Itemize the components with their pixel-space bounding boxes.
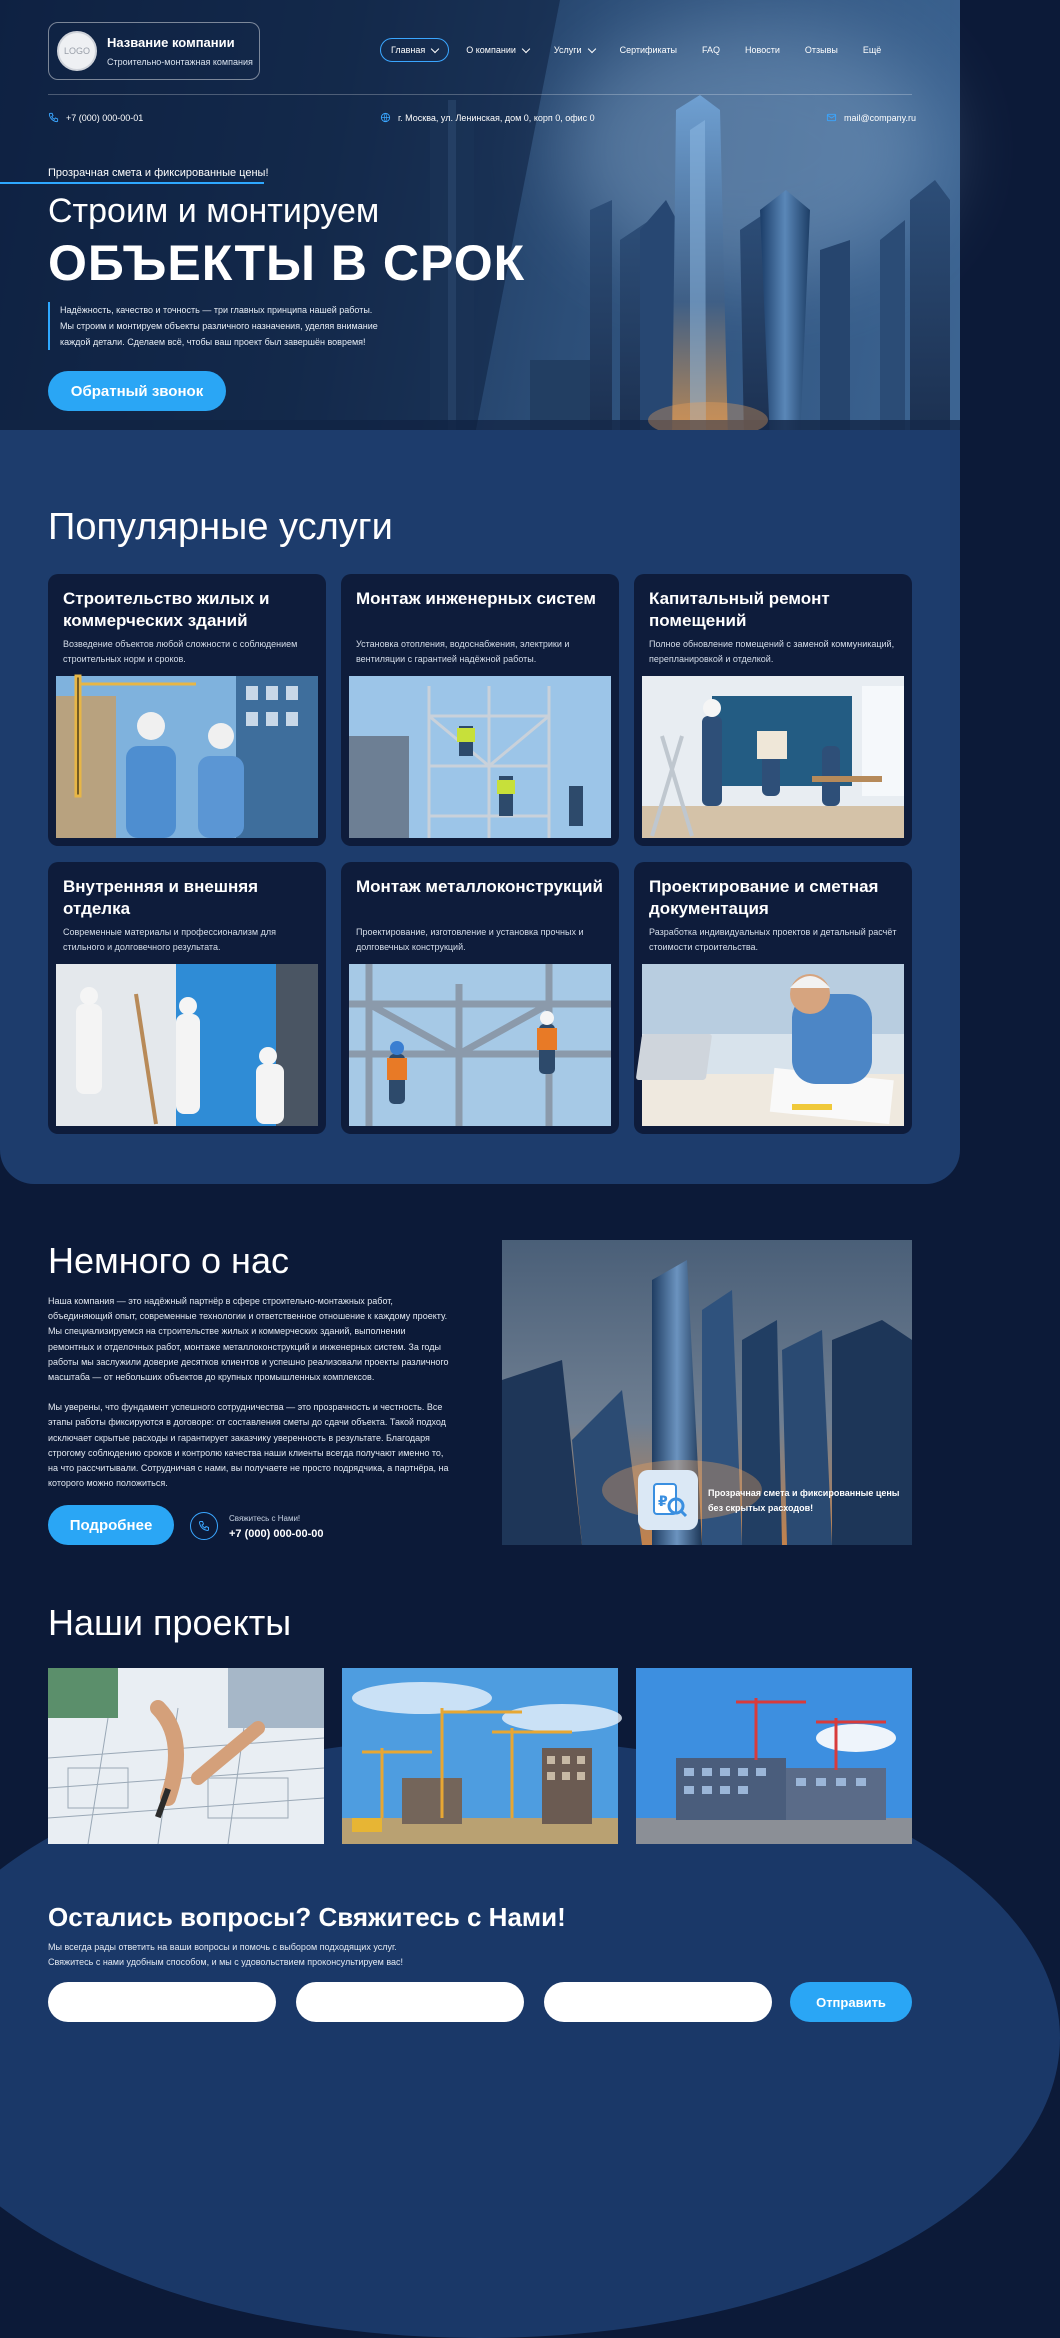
header-address: г. Москва, ул. Ленинская, дом 0, корп 0, офис 0 [380, 112, 595, 123]
header-phone[interactable]: +7 (000) 000-00-01 [48, 112, 143, 123]
service-card-image [56, 676, 318, 838]
chevron-down-icon [431, 44, 439, 52]
service-card[interactable] [634, 862, 912, 1134]
company-subtitle: Строительно-монтажная компания [107, 57, 253, 67]
submit-button[interactable]: Отправить [790, 1982, 912, 2022]
nav-item-about[interactable]: О компании [458, 38, 537, 62]
nav-item-home[interactable]: Главная [380, 38, 449, 62]
project-card[interactable] [636, 1668, 912, 1844]
service-card-description: Установка отопления, водоснабжения, электрики и вентиляции с гарантией надёжной работы. [356, 639, 570, 664]
project-image [342, 1668, 618, 1844]
mail-icon [826, 112, 837, 123]
hero-badge: Прозрачная смета и фиксированные цены! [48, 167, 269, 179]
more-button[interactable]: Подробнее [48, 1505, 174, 1545]
service-card-title: Монтаж металлоконструкций [356, 877, 603, 896]
logo-placeholder: LOGO [57, 31, 97, 71]
project-card[interactable] [342, 1668, 618, 1844]
service-card-description: Возведение объектов любой сложности с соблюдением строительных норм и сроков. [63, 639, 298, 664]
service-card[interactable] [634, 574, 912, 846]
hero-badge-underline [0, 182, 264, 184]
phone-icon [48, 112, 59, 123]
about-paragraph: Наша компания — это надёжный партнёр в сфере строительно-монтажных работ, объединяющий опыт, современные технологии и ответственное отношение к каждому проекту. Мы специализируемся на строительстве жилых и коммерческих зданий, выполнении ремонтных и отделочных работ, монтаже металлоконструкций и инженерных систем. За годы работы мы заслужили доверие десятков клиентов и успешно реализовали проекты различного масштаба — от небольших объектов до крупных промышленных комплексов. [48, 1296, 449, 1383]
projects-title: Наши проекты [48, 1602, 292, 1643]
header-email[interactable]: mail@company.ru [826, 112, 916, 123]
nav-item-certificates[interactable]: Сертификаты [619, 45, 678, 55]
about-text [48, 1294, 452, 1491]
company-logo-block[interactable] [48, 22, 260, 80]
service-card[interactable] [48, 574, 326, 846]
chevron-down-icon [587, 44, 595, 52]
service-card-description: Полное обновление помещений с заменой коммуникаций, перепланировкой и отделкой. [649, 639, 895, 664]
service-card-title: Проектирование и сметная документация [649, 877, 879, 918]
phone-field[interactable] [296, 1982, 524, 2022]
hero-description: Надёжность, качество и точность — три главных принципа нашей работы. Мы строим и монтируем объекты различного назначения, уделяя внимание каждой детали. Сделаем всё, чтобы ваш проект был завершён вовремя! [48, 302, 378, 350]
about-image [502, 1240, 912, 1545]
services-title: Популярные услуги [48, 506, 393, 548]
header-divider [48, 94, 912, 95]
service-card-image [349, 964, 611, 1126]
service-card[interactable] [341, 574, 619, 846]
hero-title-line2: ОБЪЕКТЫ В СРОК [48, 235, 526, 291]
svg-text:₽: ₽ [658, 1494, 668, 1510]
nav-item-reviews[interactable]: Отзывы [804, 45, 838, 55]
globe-icon [380, 112, 391, 123]
service-card-description: Проектирование, изготовление и установка прочных и долговечных конструкций. [356, 927, 584, 952]
contact-caption: Свяжитесь с Нами! [229, 1514, 301, 1523]
phone-icon [198, 1520, 210, 1532]
about-title: Немного о нас [48, 1240, 289, 1281]
hero-section [0, 0, 960, 460]
hero-title-line1: Строим и монтируем [48, 192, 380, 230]
about-paragraph: Мы уверены, что фундамент успешного сотрудничества — это прозрачность и честность. Все этапы работы фиксируются в договоре: от составления сметы до сдачи объекта. Такой подход исключает скрытые расходы и гарантирует заказчику уверенность в результате. Благодаря строгому соблюдению сроков и контролю качества наши клиенты всегда получают именно то, на что рассчитывали. Сотрудничая с нами, вы получаете не просто подрядчика, а партнёра, на которого можно положиться. [48, 1402, 449, 1489]
about-image-caption: Прозрачная смета и фиксированные цены без скрытых расходов! [708, 1488, 900, 1513]
feedback-description: Мы всегда рады ответить на ваши вопросы и помочь с выбором подходящих услуг. Свяжитесь с нами удобным способом, и мы с удовольствием проконсультируем вас! [48, 1942, 404, 1967]
service-card-description: Современные материалы и профессионализм для стильного и долговечного результата. [63, 927, 276, 952]
nav-item-more[interactable]: Ещё [862, 45, 882, 55]
estimate-icon [638, 1470, 698, 1530]
project-image [636, 1668, 912, 1844]
project-card[interactable] [48, 1668, 324, 1844]
chevron-down-icon [522, 44, 530, 52]
email-field[interactable] [544, 1982, 772, 2022]
service-card[interactable] [48, 862, 326, 1134]
service-card-image [56, 964, 318, 1126]
service-card-image [349, 676, 611, 838]
service-card-title: Строительство жилых и коммерческих зданий [63, 589, 270, 630]
service-card[interactable] [341, 862, 619, 1134]
service-card-title: Монтаж инженерных систем [356, 589, 596, 608]
name-field[interactable] [48, 1982, 276, 2022]
service-card-image [642, 964, 904, 1126]
phone-icon-button[interactable] [190, 1512, 218, 1540]
project-image [48, 1668, 324, 1844]
nav-item-services[interactable]: Услуги [546, 38, 603, 62]
service-card-title: Капитальный ремонт помещений [649, 589, 830, 630]
nav-item-faq[interactable]: FAQ [702, 45, 721, 55]
feedback-title: Остались вопросы? Свяжитесь с Нами! [48, 1902, 566, 1932]
company-name: Название компании [107, 35, 235, 50]
service-card-image [642, 676, 904, 838]
service-card-title: Внутренняя и внешняя отделка [63, 877, 259, 918]
nav-item-news[interactable]: Новости [745, 45, 780, 55]
main-nav [380, 38, 889, 62]
service-card-description: Разработка индивидуальных проектов и детальный расчёт стоимости строительства. [649, 927, 897, 952]
callback-button[interactable]: Обратный звонок [48, 371, 226, 411]
contact-phone[interactable]: +7 (000) 000-00-00 [229, 1528, 324, 1540]
